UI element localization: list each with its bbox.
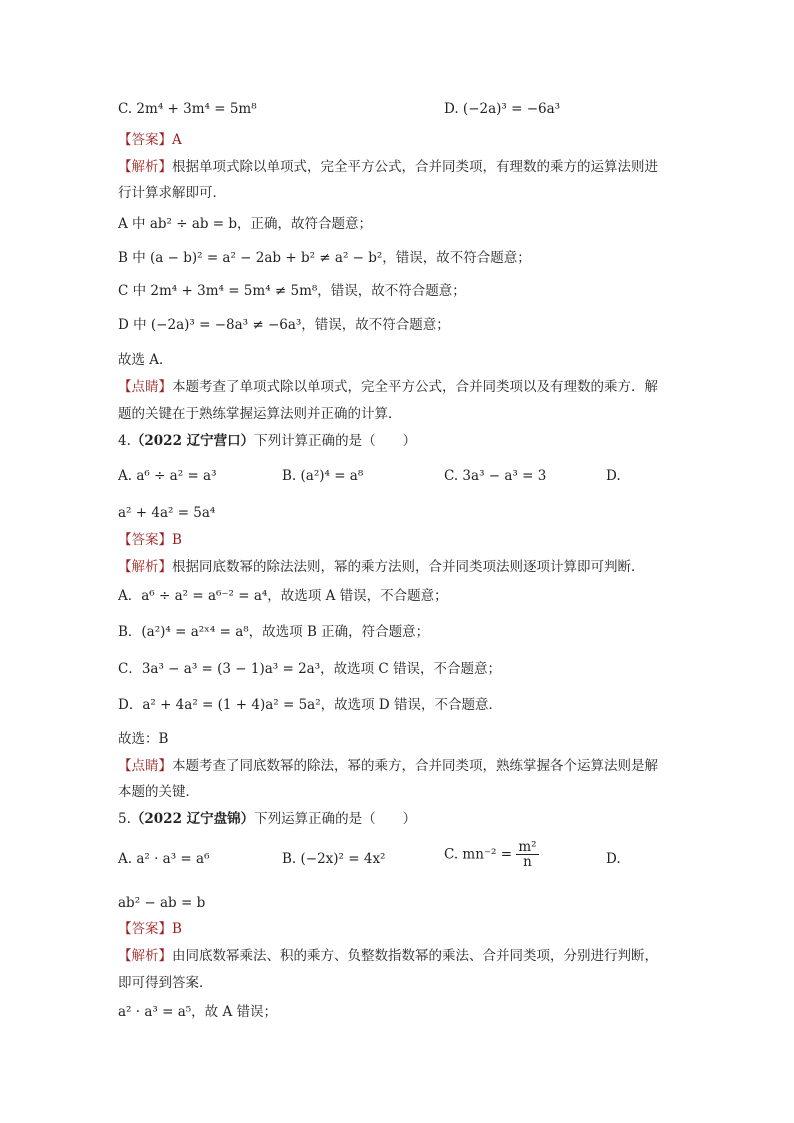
q5-stem: 5.（2022 辽宁盘锦）下列运算正确的是（ ） xyxy=(118,811,417,827)
q4-option-a: A. a⁶ ÷ a² = a³ xyxy=(118,468,217,484)
q4-step-d: D．a² + 4a² = (1 + 4)a² = 5a²，故选项 D 错误，不合题意． xyxy=(118,697,503,713)
q3-analysis-2: 行计算求解即可． xyxy=(118,185,226,201)
q5-analysis-2: 即可得到答案． xyxy=(118,975,213,991)
answer-tag: 【答案】 xyxy=(118,132,172,148)
q4-option-b: B. (a²)⁴ = a⁸ xyxy=(282,468,364,484)
q4-comment-1: 【点睛】本题考查了同底数幂的除法，幂的乘方，合并同类项，熟练掌握各个运算法则是解 xyxy=(118,758,658,774)
q4-comment-2: 本题的关键． xyxy=(118,784,199,800)
q5-step-a: a² · a³ = a⁵，故 A 错误； xyxy=(118,1004,277,1020)
q3-choose: 故选 A． xyxy=(118,352,173,368)
q3-comment-2: 题的关键在于熟练掌握运算法则并正确的计算． xyxy=(118,406,402,422)
q4-choose: 故选：B xyxy=(118,731,169,747)
q3-step-a: A 中 ab² ÷ ab = b，正确，故符合题意； xyxy=(118,216,373,232)
q3-step-d: D 中 (−2a)³ = −8a³ ≠ −6a³，错误，故不符合题意； xyxy=(118,317,450,333)
q4-analysis: 【解析】根据同底数幂的除法法则，幂的乘方法则，合并同类项法则逐项计算即可判断． xyxy=(118,559,645,575)
q3-step-b: B 中 (a − b)² = a² − 2ab + b² ≠ a² − b²，错误，故不符合题意； xyxy=(118,250,531,266)
q5-option-d: D. xyxy=(606,851,621,867)
q3-comment-1: 【点睛】本题考查了单项式除以单项式，完全平方公式，合并同类项以及有理数的乘方．解 xyxy=(118,379,658,395)
q5-option-d-expression: ab² − ab = b xyxy=(118,895,206,911)
q4-option-d-expression: a² + 4a² = 5a⁴ xyxy=(118,505,216,521)
q4-stem: 4.（2022 辽宁营口）下列计算正确的是（ ） xyxy=(118,433,417,449)
q4-answer: 【答案】B xyxy=(118,532,182,548)
q4-step-c: C．3a³ − a³ = (3 − 1)a³ = 2a³，故选项 C 错误，不合题意； xyxy=(118,661,502,677)
q5-answer: 【答案】B xyxy=(118,921,182,937)
q3-step-c: C 中 2m⁴ + 3m⁴ = 5m⁴ ≠ 5m⁸，错误，故不符合题意； xyxy=(118,283,466,299)
q3-option-c: C. 2m⁴ + 3m⁴ = 5m⁸ xyxy=(118,101,257,117)
q4-step-a: A．a⁶ ÷ a² = a⁶⁻² = a⁴，故选项 A 错误，不合题意； xyxy=(118,588,448,604)
q5-analysis-1: 【解析】由同底数幂乘法、积的乘方、负整数指数幂的乘法、合并同类项，分别进行判断， xyxy=(118,948,658,964)
q4-source: （2022 辽宁营口） xyxy=(130,433,255,449)
analysis-tag: 【解析】 xyxy=(118,159,172,175)
q5-source: （2022 辽宁盘锦） xyxy=(130,811,255,827)
q3-analysis-1: 【解析】根据单项式除以单项式，完全平方公式，合并同类项，有理数的乘方的运算法则进 xyxy=(118,159,658,175)
q4-option-d: D. xyxy=(606,468,621,484)
q5-option-c: C. mn⁻² = $\frac{\text{m²}}{n}$ xyxy=(444,839,537,870)
q3-option-d: D. (−2a)³ = −6a³ xyxy=(444,101,561,117)
fraction: $\frac{\text{m²}}{n}$ xyxy=(518,839,537,870)
q4-option-c: C. 3a³ − a³ = 3 xyxy=(444,468,547,484)
q5-option-a: A. a² · a³ = a⁶ xyxy=(118,851,210,867)
comment-tag: 【点睛】 xyxy=(118,379,172,395)
q3-answer: 【答案】A xyxy=(118,132,182,148)
q5-option-b: B. (−2x)² = 4x² xyxy=(282,851,386,867)
q4-step-b: B．(a²)⁴ = a²ˣ⁴ = a⁸，故选项 B 正确，符合题意； xyxy=(118,624,430,640)
